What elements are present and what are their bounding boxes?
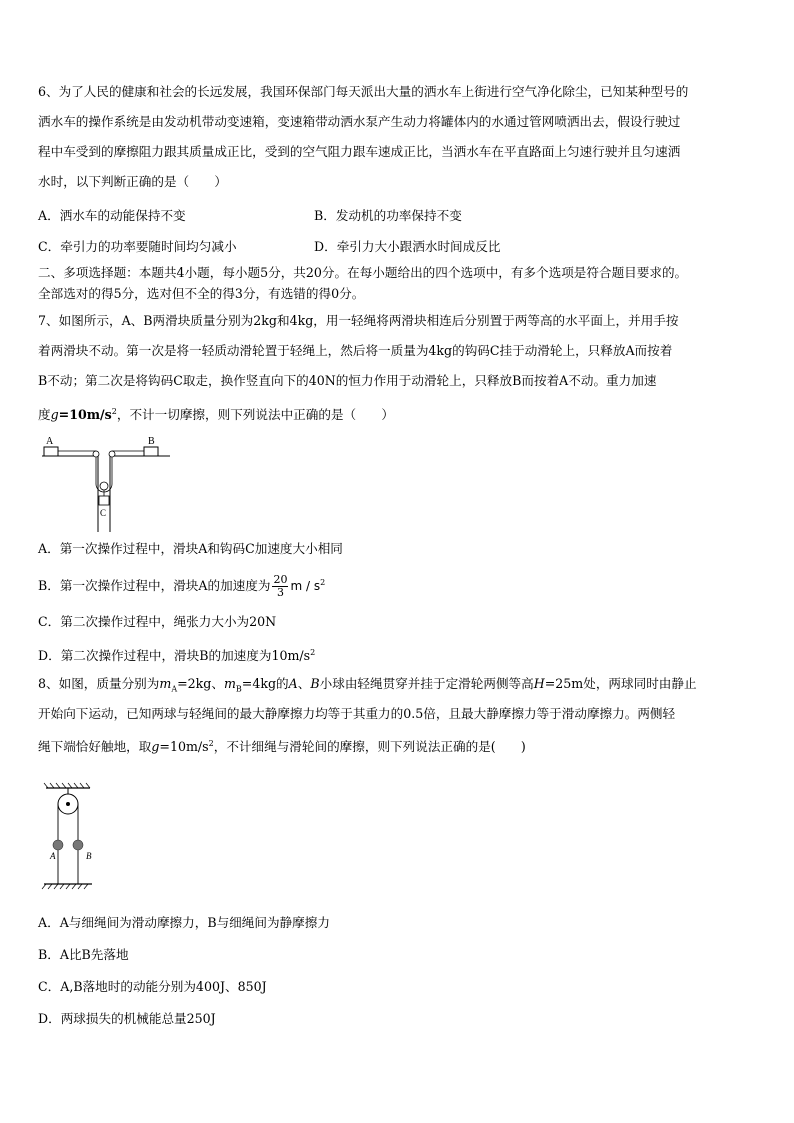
q6-option-d: D．牵引力大小跟洒水时间成反比 bbox=[314, 239, 501, 254]
q7-line4-suffix: ，不计一切摩擦，则下列说法中正确的是（ ） bbox=[116, 407, 394, 423]
q7-figure bbox=[38, 434, 178, 534]
q7-stem-line-1: 7、如图所示，A、B两滑块质量分别为2kg和4kg，用一轻绳将两滑块相连后分别置于两等高的水平面上，并用手按 bbox=[38, 313, 679, 328]
q7-option-b-fraction bbox=[272, 574, 288, 599]
q8-line3-sup: 2 bbox=[208, 739, 214, 748]
q7-option-b-unit: m / s bbox=[290, 579, 321, 594]
section2-instructions-line-2: 全部选对的得5分，选对但不全的得3分，有选错的得0分。 bbox=[38, 286, 365, 301]
q6-option-b: B．发动机的功率保持不变 bbox=[314, 208, 462, 223]
q6-option-c: C．牵引力的功率要随时间均匀减小 bbox=[38, 239, 237, 254]
q8-line1-a: 8、如图，质量分别为 bbox=[38, 676, 160, 691]
q7-line4-value: =10m/s bbox=[58, 407, 112, 423]
q8-line1-d: 、 bbox=[297, 676, 311, 691]
q7-option-b-sup: 2 bbox=[320, 578, 326, 587]
q6-stem-line-3: 程中车受到的摩擦阻力跟其质量成正比，受到的空气阻力跟车速成正比，当洒水车在平直路面上匀速行驶并且匀速洒 bbox=[38, 144, 681, 159]
q8-line3-a: 绳下端恰好触地，取 bbox=[38, 739, 152, 755]
q7-mass-c bbox=[99, 496, 109, 505]
q7-stem-line-3: B不动；第二次是将钩码C取走，换作竖直向下的40N的恒力作用于动滑轮上，只释放B而按着A不动。重力加速 bbox=[38, 373, 657, 388]
q8-option-b: B．A比B先落地 bbox=[38, 947, 129, 962]
q8-ball-b bbox=[73, 840, 83, 850]
q8-line1-a-italic: A bbox=[288, 676, 298, 691]
q8-line1-b: =2kg、 bbox=[177, 676, 224, 691]
q7-line4-sup: 2 bbox=[111, 407, 117, 416]
q7-block-b bbox=[144, 447, 158, 456]
q7-option-b bbox=[38, 568, 325, 601]
q7-option-c: C．第二次操作过程中，绳张力大小为20N bbox=[38, 614, 277, 629]
q8-line3-c: ，不计细绳与滑轮间的摩擦，则下列说法正确的是( ) bbox=[213, 739, 526, 755]
q8-line1-sub-a: A bbox=[171, 684, 178, 694]
q8-option-a: A．A与细绳间为滑动摩擦力，B与细绳间为静摩擦力 bbox=[38, 915, 330, 930]
q8-line1-h: H bbox=[533, 676, 545, 691]
q8-line1-e: 小球由轻绳贯穿并挂于定滑轮两侧等高 bbox=[319, 676, 534, 691]
q7-block-a bbox=[44, 447, 58, 456]
q7-option-a: A．第一次操作过程中，滑块A和钩码C加速度大小相同 bbox=[38, 541, 343, 556]
q6-stem-line-4: 水时，以下判断正确的是（ ） bbox=[38, 174, 227, 189]
q7-stem-line-2: 着两滑块不动。第一次是将一轻质动滑轮置于轻绳上，然后将一质量为4kg的钩码C挂于动滑轮上，只释放A而按着 bbox=[38, 343, 673, 358]
q6-stem-line-2: 洒水车的操作系统是由发动机带动变速箱，变速箱带动洒水泵产生动力将罐体内的水通过管网喷洒出去，假设行驶过 bbox=[38, 114, 681, 129]
q7-line4-prefix: 度 bbox=[38, 407, 51, 423]
q6-option-a: A．洒水车的动能保持不变 bbox=[38, 208, 186, 223]
q8-figure bbox=[40, 782, 110, 892]
q8-fig-label-a: A bbox=[50, 851, 56, 861]
q8-option-d: D．两球损失的机械能总量250J bbox=[38, 1011, 216, 1026]
q8-line1-f: =25m处，两球同时由静止 bbox=[544, 676, 697, 691]
q7-line4-g: g bbox=[50, 407, 59, 423]
q7-stem-line-4 bbox=[38, 404, 760, 423]
q8-line1-b-italic: B bbox=[310, 676, 320, 691]
q7-option-b-numerator: 20 bbox=[273, 573, 288, 587]
q8-stem-line-3 bbox=[38, 736, 760, 755]
q8-stem-line-2: 开始向下运动，已知两球与轻绳间的最大静摩擦力均等于其重力的0.5倍，且最大静摩擦力等于滑动摩擦力。两侧轻 bbox=[38, 706, 676, 721]
q8-stem-line-1 bbox=[38, 676, 760, 698]
q7-option-d-sup: 2 bbox=[310, 648, 316, 657]
q7-fig-label-c: C bbox=[100, 508, 107, 518]
q8-line3-g: g bbox=[151, 739, 160, 755]
q8-ball-a bbox=[53, 840, 63, 850]
section2-instructions-line-1: 二、多项选择题：本题共4小题，每小题5分，共20分。在每小题给出的四个选项中，有多个选项是符合题目要求的。 bbox=[38, 265, 688, 280]
q8-line1-sub-b: B bbox=[235, 684, 242, 694]
q8-line1-ma: m bbox=[159, 676, 172, 691]
q7-option-d bbox=[38, 645, 315, 664]
q8-option-c: C．A,B落地时的动能分别为400J、850J bbox=[38, 979, 267, 994]
q8-line1-c: =4kg的 bbox=[241, 676, 289, 691]
q8-line3-b: =10m/s bbox=[159, 739, 209, 755]
q8-line1-mb: m bbox=[223, 676, 236, 691]
q7-option-d-text: D．第二次操作过程中，滑块B的加速度为10m/s bbox=[38, 648, 311, 664]
q7-fig-label-a: A bbox=[46, 436, 54, 447]
q6-stem-line-1: 6、为了人民的健康和社会的长远发展，我国环保部门每天派出大量的洒水车上街进行空气净化除尘，已知某种型号的 bbox=[38, 84, 689, 99]
q7-moving-pulley bbox=[100, 482, 108, 490]
q8-fig-label-b: B bbox=[86, 851, 92, 861]
q7-option-b-denominator: 3 bbox=[276, 586, 284, 600]
q7-option-b-text: B．第一次操作过程中，滑块A的加速度为 bbox=[38, 578, 271, 594]
q7-fig-label-b: B bbox=[148, 436, 155, 447]
